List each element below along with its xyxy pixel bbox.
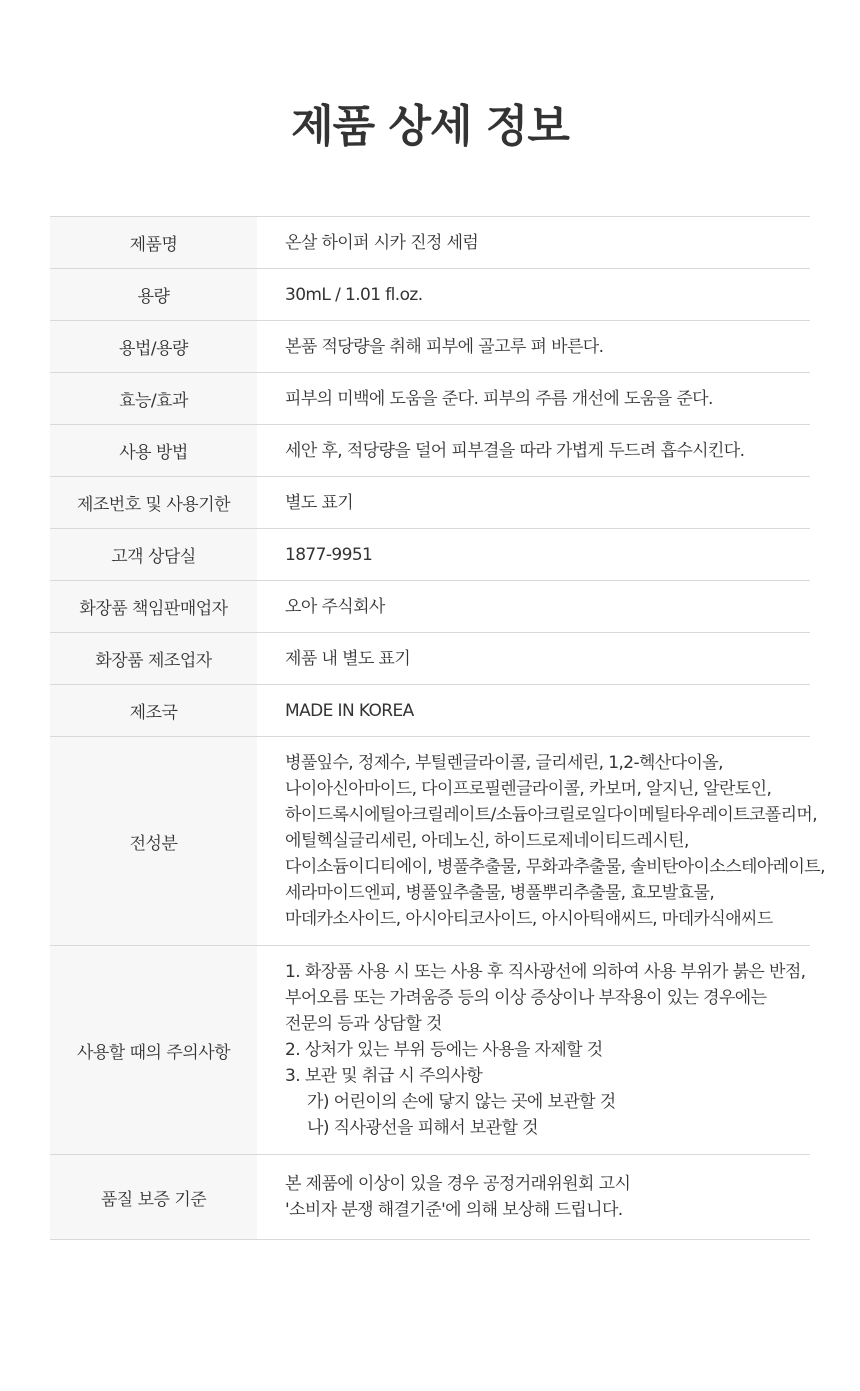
row-efficacy xyxy=(50,373,810,425)
row-value xyxy=(257,373,810,425)
value-line: 전문의 등과 상담할 것 xyxy=(285,1014,442,1034)
value-line: 30mL / 1.01 fl.oz. xyxy=(285,284,423,305)
row-lot-expiry xyxy=(50,477,810,529)
value-line: 세라마이드엔피, 병풀잎추출물, 병풀뿌리추출물, 효모발효물, xyxy=(285,883,715,903)
page-title: 제품 상세 정보 xyxy=(291,101,569,152)
row-label: 품질 보증 기준 xyxy=(50,1155,257,1240)
row-value xyxy=(257,1155,810,1240)
row-value xyxy=(257,581,810,633)
row-label: 화장품 책임판매업자 xyxy=(50,581,257,633)
row-country xyxy=(50,685,810,737)
row-value xyxy=(257,685,810,737)
value-line: 가) 어린이의 손에 닿지 않는 곳에 보관할 것 xyxy=(307,1092,616,1112)
row-customer-service xyxy=(50,529,810,581)
row-quality-guarantee xyxy=(50,1155,810,1240)
row-value xyxy=(257,633,810,685)
row-label: 제조국 xyxy=(50,685,257,737)
row-value xyxy=(257,946,810,1155)
row-ingredients xyxy=(50,737,810,946)
product-info-table xyxy=(50,216,825,1240)
row-label: 전성분 xyxy=(50,737,257,946)
value-line: 하이드록시에틸아크릴레이트/소듐아크릴로일다이메틸타우레이트코폴리머, xyxy=(285,805,818,825)
value-line: 3. 보관 및 취급 시 주의사항 xyxy=(285,1066,483,1086)
value-line: 에틸헥실글리세린, 아데노신, 하이드로제네이티드레시틴, xyxy=(285,831,689,851)
row-label: 고객 상담실 xyxy=(50,529,257,581)
row-distributor xyxy=(50,581,810,633)
value-line: 나) 직사광선을 피해서 보관할 것 xyxy=(307,1118,538,1138)
value-line: 제품 내 별도 표기 xyxy=(285,648,411,669)
value-line: 1. 화장품 사용 시 또는 사용 후 직사광선에 의하여 사용 부위가 붉은 반점, xyxy=(285,962,806,982)
value-line: 2. 상처가 있는 부위 등에는 사용을 자제할 것 xyxy=(285,1040,603,1060)
row-label: 제품명 xyxy=(50,217,257,269)
value-line: 1877-9951 xyxy=(285,544,373,565)
row-label: 용량 xyxy=(50,269,257,321)
row-volume xyxy=(50,269,810,321)
value-line: 세안 후, 적당량을 덜어 피부결을 따라 가볍게 두드려 흡수시킨다. xyxy=(285,440,745,461)
row-product-name xyxy=(50,217,810,269)
value-line: 본 제품에 이상이 있을 경우 공정거래위원회 고시 xyxy=(285,1174,631,1194)
row-label: 용법/용량 xyxy=(50,321,257,373)
row-label: 사용할 때의 주의사항 xyxy=(50,946,257,1155)
value-line: 부어오름 또는 가려움증 등의 이상 증상이나 부작용이 있는 경우에는 xyxy=(285,988,767,1008)
row-usage-dosage xyxy=(50,321,810,373)
row-manufacturer xyxy=(50,633,810,685)
row-value xyxy=(257,217,810,269)
row-value xyxy=(257,425,810,477)
value-line: 다이소듐이디티에이, 병풀추출물, 무화과추출물, 솔비탄아이소스테아레이트, xyxy=(285,857,825,877)
value-line: 별도 표기 xyxy=(285,492,354,513)
value-line: 온살 하이퍼 시카 진정 세럼 xyxy=(285,232,479,253)
row-value xyxy=(257,529,810,581)
row-label: 사용 방법 xyxy=(50,425,257,477)
row-label: 화장품 제조업자 xyxy=(50,633,257,685)
value-line: 마데카소사이드, 아시아티코사이드, 아시아틱애씨드, 마데카식애씨드 xyxy=(285,909,773,929)
value-line: 피부의 미백에 도움을 준다. 피부의 주름 개선에 도움을 준다. xyxy=(285,388,713,409)
value-line: 오아 주식회사 xyxy=(285,596,385,617)
value-line: 나이아신아마이드, 다이프로필렌글라이콜, 카보머, 알지닌, 알란토인, xyxy=(285,779,772,799)
row-value xyxy=(257,737,825,946)
row-precautions xyxy=(50,946,810,1155)
value-line: '소비자 분쟁 해결기준'에 의해 보상해 드립니다. xyxy=(285,1200,623,1220)
value-line: 병풀잎수, 정제수, 부틸렌글라이콜, 글리세린, 1,2-헥산다이올, xyxy=(285,753,723,773)
value-line: MADE IN KOREA xyxy=(285,700,414,721)
value-line: 본품 적당량을 취해 피부에 골고루 펴 바른다. xyxy=(285,336,604,357)
row-value xyxy=(257,321,810,373)
row-how-to-use xyxy=(50,425,810,477)
row-value xyxy=(257,477,810,529)
row-label: 효능/효과 xyxy=(50,373,257,425)
row-label: 제조번호 및 사용기한 xyxy=(50,477,257,529)
row-value xyxy=(257,269,810,321)
